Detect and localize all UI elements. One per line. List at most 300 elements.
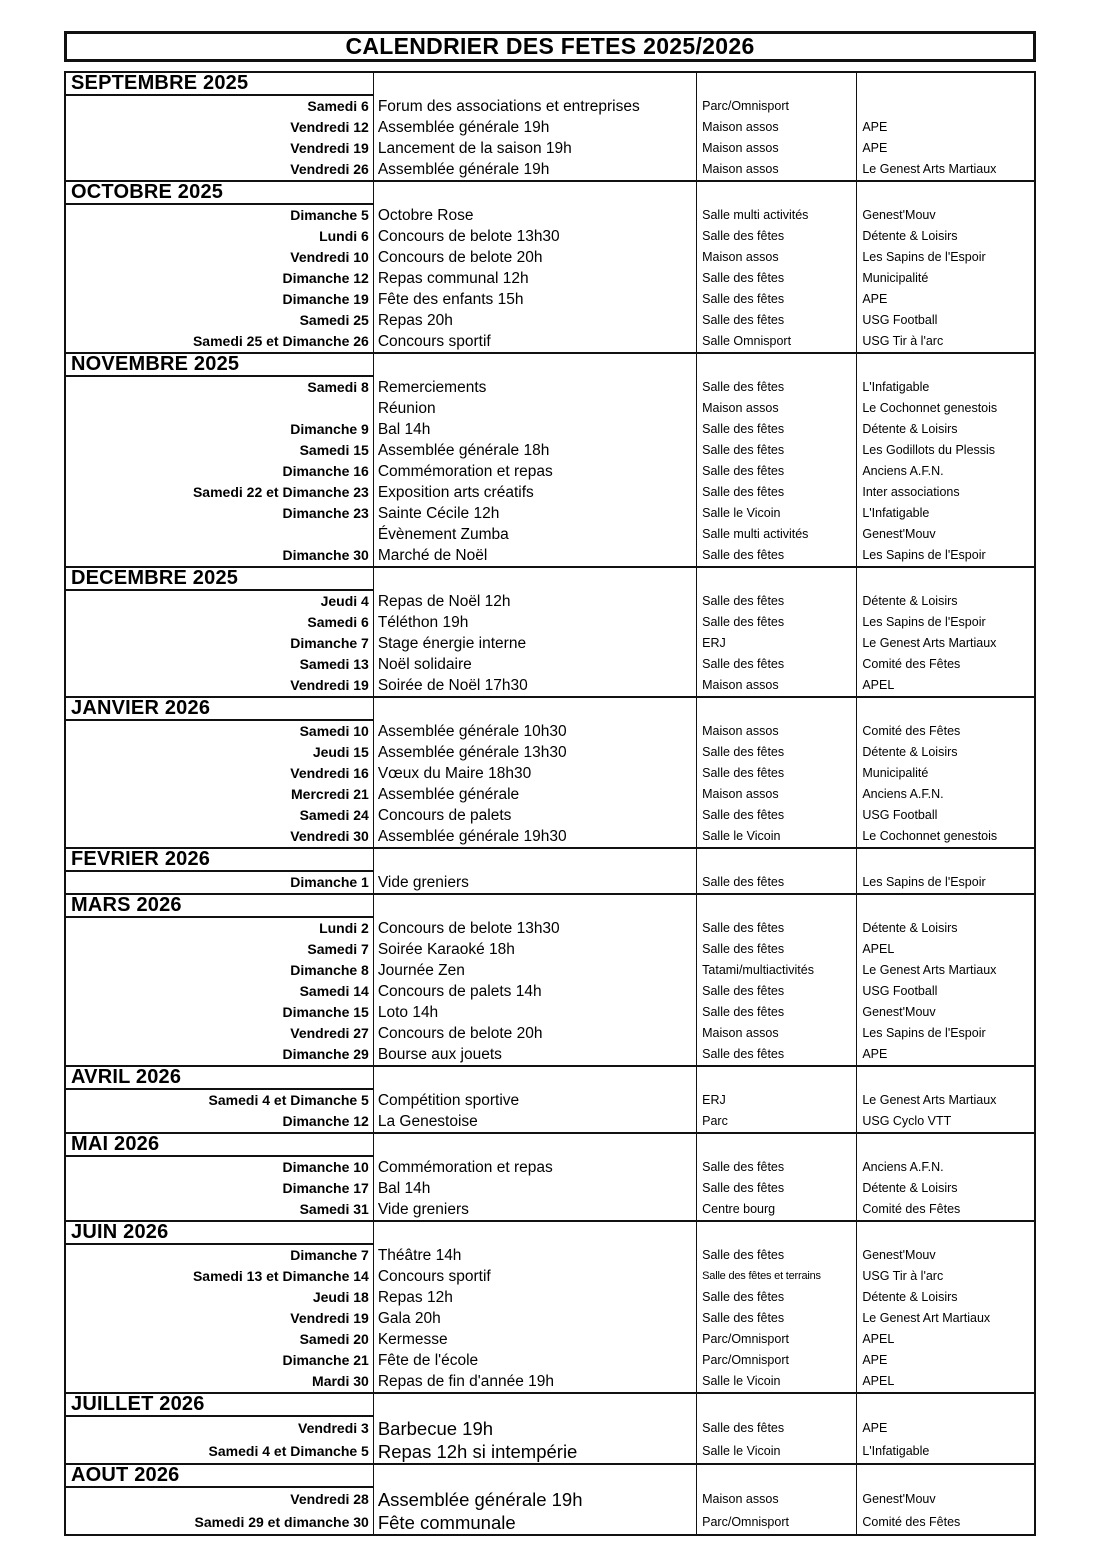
date-cell: Dimanche 17	[282, 1180, 369, 1196]
month-header-row	[66, 1465, 1034, 1488]
event-row	[66, 268, 1034, 289]
organizer-cell	[856, 96, 1034, 117]
organizer-cell: Anciens A.F.N.	[856, 1157, 1034, 1178]
date-cell: Vendredi 30	[290, 828, 369, 844]
month-header-row	[66, 182, 1034, 205]
date-cell: Jeudi 4	[320, 593, 369, 609]
month-header-empty-cell	[373, 1465, 696, 1488]
event-row	[66, 96, 1034, 117]
date-cell: Dimanche 8	[290, 962, 369, 978]
event-cell: Concours de belote 13h30	[373, 226, 696, 247]
date-cell: Vendredi 19	[290, 677, 369, 693]
organizer-cell: Les Sapins de l'Espoir	[856, 872, 1034, 893]
organizer-cell: APE	[856, 1044, 1034, 1065]
organizer-cell: Détente & Loisirs	[856, 1178, 1034, 1199]
month-section	[66, 893, 1034, 1065]
month-header-empty-cell	[696, 1134, 856, 1157]
event-row	[66, 612, 1034, 633]
organizer-cell: Genest'Mouv	[856, 1002, 1034, 1023]
date-cell: Vendredi 16	[290, 765, 369, 781]
month-header-empty-cell	[373, 849, 696, 872]
location-cell: Salle des fêtes	[696, 545, 856, 566]
date-cell: Samedi 10	[299, 723, 369, 739]
event-row	[66, 1002, 1034, 1023]
month-header-empty-cell	[856, 1222, 1034, 1245]
date-cell: Vendredi 26	[290, 161, 369, 177]
event-row	[66, 1023, 1034, 1044]
date-cell: Samedi 25	[299, 312, 369, 328]
event-row	[66, 784, 1034, 805]
date-cell: Dimanche 7	[290, 635, 369, 651]
event-cell: Bal 14h	[373, 1178, 696, 1199]
month-section	[66, 847, 1034, 893]
month-header-row	[66, 1067, 1034, 1090]
organizer-cell: Les Godillots du Plessis	[856, 440, 1034, 461]
location-cell: Salle des fêtes	[696, 289, 856, 310]
event-cell: Vide greniers	[373, 872, 696, 893]
organizer-cell: APEL	[856, 939, 1034, 960]
month-header-row	[66, 73, 1034, 96]
event-row	[66, 763, 1034, 784]
month-section	[66, 352, 1034, 566]
month-header-row	[66, 1134, 1034, 1157]
month-header-empty-cell	[856, 1134, 1034, 1157]
month-header-empty-cell	[696, 354, 856, 377]
month-header-empty-cell	[856, 182, 1034, 205]
date-cell: Vendredi 28	[290, 1491, 369, 1507]
organizer-cell: Les Sapins de l'Espoir	[856, 1023, 1034, 1044]
event-cell: Repas 20h	[373, 310, 696, 331]
organizer-cell: Genest'Mouv	[856, 205, 1034, 226]
date-cell: Samedi 31	[299, 1201, 369, 1217]
event-row	[66, 1371, 1034, 1392]
organizer-cell: Le Genest Arts Martiaux	[856, 1090, 1034, 1111]
event-cell: Concours de belote 20h	[373, 247, 696, 268]
date-cell: Lundi 6	[319, 228, 369, 244]
location-cell: Maison assos	[696, 784, 856, 805]
organizer-cell: Détente & Loisirs	[856, 742, 1034, 763]
month-header-empty-cell	[856, 73, 1034, 96]
event-cell: Forum des associations et entreprises	[373, 96, 696, 117]
event-cell: Bourse aux jouets	[373, 1044, 696, 1065]
organizer-cell: Détente & Loisirs	[856, 918, 1034, 939]
event-cell: Lancement de la saison 19h	[373, 138, 696, 159]
date-cell: Dimanche 12	[282, 1113, 369, 1129]
event-cell: Évènement Zumba	[373, 524, 696, 545]
location-cell: ERJ	[696, 633, 856, 654]
location-cell: Parc	[696, 1111, 856, 1132]
location-cell: Salle des fêtes	[696, 918, 856, 939]
event-cell: Marché de Noël	[373, 545, 696, 566]
location-cell: Salle des fêtes	[696, 419, 856, 440]
location-cell: Maison assos	[696, 247, 856, 268]
date-cell: Samedi 7	[307, 941, 369, 957]
organizer-cell: Anciens A.F.N.	[856, 784, 1034, 805]
location-cell: Salle des fêtes	[696, 1157, 856, 1178]
event-row	[66, 1350, 1034, 1371]
location-cell: Salle des fêtes	[696, 763, 856, 784]
organizer-cell: Le Cochonnet genestois	[856, 826, 1034, 847]
month-title: FEVRIER 2026	[66, 849, 373, 872]
event-cell: Remerciements	[373, 377, 696, 398]
location-cell: Salle le Vicoin	[696, 503, 856, 524]
month-title: NOVEMBRE 2025	[66, 354, 373, 377]
event-row	[66, 826, 1034, 847]
organizer-cell: APEL	[856, 675, 1034, 696]
location-cell: Salle multi activités	[696, 205, 856, 226]
event-row	[66, 960, 1034, 981]
date-cell: Vendredi 19	[290, 140, 369, 156]
organizer-cell: USG Tir à l'arc	[856, 331, 1034, 352]
organizer-cell: USG Football	[856, 981, 1034, 1002]
location-cell: Salle des fêtes et terrains	[696, 1266, 856, 1287]
event-row	[66, 1266, 1034, 1287]
event-row	[66, 1287, 1034, 1308]
month-section	[66, 696, 1034, 847]
date-cell: Vendredi 10	[290, 249, 369, 265]
event-row	[66, 1178, 1034, 1199]
event-row	[66, 1308, 1034, 1329]
event-row	[66, 872, 1034, 893]
event-cell: Concours sportif	[373, 331, 696, 352]
organizer-cell: Comité des Fêtes	[856, 1511, 1034, 1534]
event-cell: Théâtre 14h	[373, 1245, 696, 1266]
page-title: CALENDRIER DES FETES 2025/2026	[64, 31, 1036, 62]
event-cell: Assemblée générale 13h30	[373, 742, 696, 763]
event-row	[66, 721, 1034, 742]
event-row	[66, 205, 1034, 226]
event-cell: Repas communal 12h	[373, 268, 696, 289]
date-cell: Samedi 14	[299, 983, 369, 999]
month-header-row	[66, 895, 1034, 918]
date-cell: Dimanche 1	[290, 874, 369, 890]
month-header-empty-cell	[373, 895, 696, 918]
location-cell: Salle des fêtes	[696, 742, 856, 763]
date-cell: Dimanche 29	[282, 1046, 369, 1062]
month-title: JUILLET 2026	[66, 1394, 373, 1417]
organizer-cell: Détente & Loisirs	[856, 591, 1034, 612]
organizer-cell: Détente & Loisirs	[856, 226, 1034, 247]
organizer-cell: L'Infatigable	[856, 1440, 1034, 1463]
event-row	[66, 1440, 1034, 1463]
event-row	[66, 377, 1034, 398]
location-cell: Maison assos	[696, 398, 856, 419]
month-header-empty-cell	[373, 1134, 696, 1157]
date-cell	[66, 398, 373, 419]
location-cell: ERJ	[696, 1090, 856, 1111]
month-header-empty-cell	[696, 182, 856, 205]
location-cell: Salle le Vicoin	[696, 1371, 856, 1392]
location-cell: Maison assos	[696, 117, 856, 138]
month-title: AVRIL 2026	[66, 1067, 373, 1090]
organizer-cell: Les Sapins de l'Espoir	[856, 545, 1034, 566]
event-row	[66, 1157, 1034, 1178]
month-title: MARS 2026	[66, 895, 373, 918]
organizer-cell: L'Infatigable	[856, 503, 1034, 524]
organizer-cell: Comité des Fêtes	[856, 721, 1034, 742]
event-cell: Gala 20h	[373, 1308, 696, 1329]
month-header-empty-cell	[696, 1394, 856, 1417]
event-row	[66, 1329, 1034, 1350]
event-cell: Concours de belote 20h	[373, 1023, 696, 1044]
event-cell: Soirée Karaoké 18h	[373, 939, 696, 960]
event-cell: Compétition sportive	[373, 1090, 696, 1111]
event-row	[66, 1111, 1034, 1132]
location-cell: Parc/Omnisport	[696, 96, 856, 117]
location-cell: Parc/Omnisport	[696, 1350, 856, 1371]
organizer-cell: USG Football	[856, 310, 1034, 331]
organizer-cell: Inter associations	[856, 482, 1034, 503]
month-section	[66, 180, 1034, 352]
month-title: JUIN 2026	[66, 1222, 373, 1245]
organizer-cell: Le Cochonnet genestois	[856, 398, 1034, 419]
date-cell: Samedi 22 et Dimanche 23	[192, 484, 369, 500]
location-cell: Salle des fêtes	[696, 612, 856, 633]
month-title: SEPTEMBRE 2025	[66, 73, 373, 96]
month-header-empty-cell	[856, 354, 1034, 377]
location-cell: Maison assos	[696, 1488, 856, 1511]
location-cell: Salle multi activités	[696, 524, 856, 545]
event-row	[66, 591, 1034, 612]
event-cell: Octobre Rose	[373, 205, 696, 226]
organizer-cell: Comité des Fêtes	[856, 654, 1034, 675]
date-cell: Dimanche 12	[282, 270, 369, 286]
month-section	[66, 1132, 1034, 1220]
location-cell: Salle des fêtes	[696, 1178, 856, 1199]
location-cell: Salle des fêtes	[696, 591, 856, 612]
event-row	[66, 742, 1034, 763]
month-header-empty-cell	[373, 73, 696, 96]
date-cell: Mercredi 21	[291, 786, 369, 802]
event-cell: Fête communale	[373, 1511, 696, 1534]
organizer-cell: Les Sapins de l'Espoir	[856, 612, 1034, 633]
event-cell: Concours sportif	[373, 1266, 696, 1287]
event-cell: Commémoration et repas	[373, 461, 696, 482]
organizer-cell: Anciens A.F.N.	[856, 461, 1034, 482]
location-cell: Tatami/multiactivités	[696, 960, 856, 981]
event-cell: Assemblée générale 19h	[373, 1488, 696, 1511]
month-section	[66, 73, 1034, 180]
month-header-row	[66, 849, 1034, 872]
date-cell: Samedi 15	[299, 442, 369, 458]
date-cell: Samedi 29 et dimanche 30	[194, 1514, 369, 1530]
month-header-row	[66, 1394, 1034, 1417]
month-section	[66, 1463, 1034, 1534]
location-cell: Salle des fêtes	[696, 1417, 856, 1440]
date-cell: Dimanche 7	[290, 1247, 369, 1263]
date-cell: Jeudi 15	[312, 744, 369, 760]
event-cell: Stage énergie interne	[373, 633, 696, 654]
location-cell: Salle des fêtes	[696, 461, 856, 482]
organizer-cell: Genest'Mouv	[856, 1488, 1034, 1511]
month-header-empty-cell	[696, 1067, 856, 1090]
location-cell: Salle des fêtes	[696, 805, 856, 826]
event-cell: Repas de fin d'année 19h	[373, 1371, 696, 1392]
month-section	[66, 1392, 1034, 1463]
organizer-cell: Genest'Mouv	[856, 524, 1034, 545]
date-cell: Lundi 2	[319, 920, 369, 936]
month-header-row	[66, 698, 1034, 721]
event-row	[66, 138, 1034, 159]
event-cell: Bal 14h	[373, 419, 696, 440]
location-cell: Salle des fêtes	[696, 939, 856, 960]
date-cell: Dimanche 23	[282, 505, 369, 521]
event-row	[66, 398, 1034, 419]
month-header-empty-cell	[373, 568, 696, 591]
event-row	[66, 1488, 1034, 1511]
location-cell: Salle des fêtes	[696, 1287, 856, 1308]
month-header-empty-cell	[373, 1067, 696, 1090]
event-row	[66, 289, 1034, 310]
event-row	[66, 117, 1034, 138]
location-cell: Salle des fêtes	[696, 981, 856, 1002]
event-cell: Concours de palets 14h	[373, 981, 696, 1002]
location-cell: Maison assos	[696, 1023, 856, 1044]
month-header-empty-cell	[696, 895, 856, 918]
month-header-empty-cell	[373, 182, 696, 205]
month-section	[66, 1065, 1034, 1132]
event-cell: Assemblée générale 19h30	[373, 826, 696, 847]
event-row	[66, 226, 1034, 247]
event-row	[66, 1511, 1034, 1534]
organizer-cell: APEL	[856, 1371, 1034, 1392]
month-title: AOUT 2026	[66, 1465, 373, 1488]
organizer-cell: APE	[856, 1350, 1034, 1371]
event-cell: Vide greniers	[373, 1199, 696, 1220]
event-cell: Concours de belote 13h30	[373, 918, 696, 939]
location-cell: Salle des fêtes	[696, 310, 856, 331]
organizer-cell: USG Cyclo VTT	[856, 1111, 1034, 1132]
month-title: MAI 2026	[66, 1134, 373, 1157]
month-title: JANVIER 2026	[66, 698, 373, 721]
organizer-cell: Genest'Mouv	[856, 1245, 1034, 1266]
event-row	[66, 654, 1034, 675]
location-cell: Salle des fêtes	[696, 1044, 856, 1065]
event-cell: Vœux du Maire 18h30	[373, 763, 696, 784]
organizer-cell: APE	[856, 1417, 1034, 1440]
event-row	[66, 482, 1034, 503]
date-cell: Samedi 20	[299, 1331, 369, 1347]
location-cell: Centre bourg	[696, 1199, 856, 1220]
date-cell: Vendredi 19	[290, 1310, 369, 1326]
location-cell: Salle des fêtes	[696, 1002, 856, 1023]
event-cell: La Genestoise	[373, 1111, 696, 1132]
event-cell: Commémoration et repas	[373, 1157, 696, 1178]
organizer-cell: L'Infatigable	[856, 377, 1034, 398]
event-row	[66, 545, 1034, 566]
location-cell: Salle des fêtes	[696, 1245, 856, 1266]
event-row	[66, 331, 1034, 352]
location-cell: Salle des fêtes	[696, 872, 856, 893]
organizer-cell: Le Genest Arts Martiaux	[856, 633, 1034, 654]
event-row	[66, 461, 1034, 482]
month-header-empty-cell	[856, 568, 1034, 591]
date-cell: Jeudi 18	[312, 1289, 369, 1305]
location-cell: Salle le Vicoin	[696, 1440, 856, 1463]
month-header-empty-cell	[373, 698, 696, 721]
date-cell: Dimanche 19	[282, 291, 369, 307]
event-cell: Journée Zen	[373, 960, 696, 981]
month-header-row	[66, 568, 1034, 591]
month-header-empty-cell	[856, 1067, 1034, 1090]
date-cell: Samedi 6	[307, 98, 369, 114]
event-row	[66, 1417, 1034, 1440]
event-cell: Assemblée générale 18h	[373, 440, 696, 461]
organizer-cell: APEL	[856, 1329, 1034, 1350]
month-header-empty-cell	[696, 698, 856, 721]
event-cell: Noël solidaire	[373, 654, 696, 675]
calendar-table	[64, 71, 1036, 1536]
date-cell: Samedi 13	[299, 656, 369, 672]
organizer-cell: Les Sapins de l'Espoir	[856, 247, 1034, 268]
date-cell	[66, 524, 373, 545]
location-cell: Maison assos	[696, 721, 856, 742]
date-cell: Vendredi 3	[298, 1420, 369, 1436]
month-header-empty-cell	[856, 849, 1034, 872]
location-cell: Salle le Vicoin	[696, 826, 856, 847]
date-cell: Samedi 24	[299, 807, 369, 823]
event-row	[66, 1199, 1034, 1220]
date-cell: Samedi 6	[307, 614, 369, 630]
organizer-cell: Comité des Fêtes	[856, 1199, 1034, 1220]
event-cell: Exposition arts créatifs	[373, 482, 696, 503]
location-cell: Salle des fêtes	[696, 226, 856, 247]
date-cell: Samedi 4 et Dimanche 5	[208, 1443, 369, 1459]
date-cell: Samedi 8	[307, 379, 369, 395]
month-header-empty-cell	[373, 1222, 696, 1245]
organizer-cell: Le Genest Art Martiaux	[856, 1308, 1034, 1329]
event-cell: Repas de Noël 12h	[373, 591, 696, 612]
event-cell: Barbecue 19h	[373, 1417, 696, 1440]
date-cell: Dimanche 5	[290, 207, 369, 223]
month-header-empty-cell	[696, 1465, 856, 1488]
event-cell: Kermesse	[373, 1329, 696, 1350]
event-cell: Assemblée générale 10h30	[373, 721, 696, 742]
event-row	[66, 805, 1034, 826]
month-header-empty-cell	[696, 568, 856, 591]
month-header-empty-cell	[696, 849, 856, 872]
event-cell: Téléthon 19h	[373, 612, 696, 633]
organizer-cell: Détente & Loisirs	[856, 419, 1034, 440]
organizer-cell: APE	[856, 289, 1034, 310]
event-cell: Loto 14h	[373, 1002, 696, 1023]
event-row	[66, 503, 1034, 524]
event-row	[66, 419, 1034, 440]
month-title: OCTOBRE 2025	[66, 182, 373, 205]
month-header-row	[66, 1222, 1034, 1245]
location-cell: Salle des fêtes	[696, 482, 856, 503]
event-cell: Repas 12h	[373, 1287, 696, 1308]
organizer-cell: Municipalité	[856, 763, 1034, 784]
location-cell: Parc/Omnisport	[696, 1329, 856, 1350]
event-cell: Assemblée générale	[373, 784, 696, 805]
month-header-empty-cell	[373, 1394, 696, 1417]
event-row	[66, 524, 1034, 545]
event-row	[66, 1245, 1034, 1266]
event-cell: Repas 12h si intempérie	[373, 1440, 696, 1463]
organizer-cell: Détente & Loisirs	[856, 1287, 1034, 1308]
organizer-cell: Le Genest Arts Martiaux	[856, 159, 1034, 180]
date-cell: Dimanche 21	[282, 1352, 369, 1368]
event-row	[66, 247, 1034, 268]
month-header-empty-cell	[856, 1465, 1034, 1488]
event-cell: Sainte Cécile 12h	[373, 503, 696, 524]
month-header-empty-cell	[856, 1394, 1034, 1417]
location-cell: Salle des fêtes	[696, 377, 856, 398]
organizer-cell: Municipalité	[856, 268, 1034, 289]
month-header-empty-cell	[856, 698, 1034, 721]
event-cell: Réunion	[373, 398, 696, 419]
